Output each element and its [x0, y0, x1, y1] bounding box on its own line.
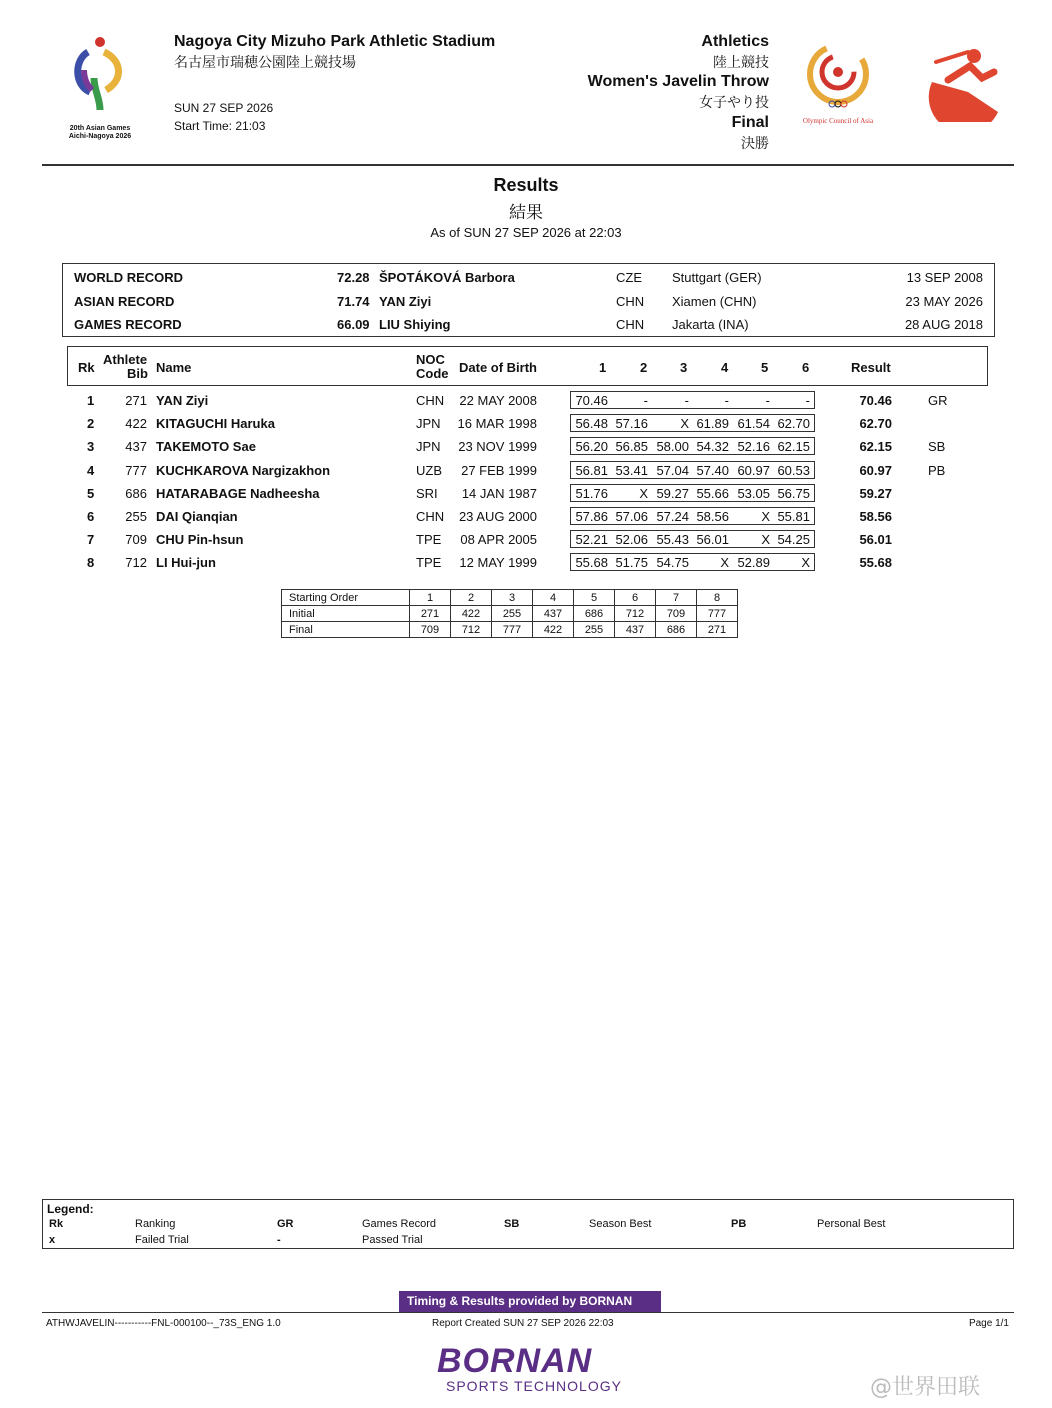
noc-code: JPN [416, 416, 441, 432]
col-trial-6: 6 [802, 360, 810, 375]
table-row [0, 416, 1052, 439]
starting-order-row-final [282, 622, 738, 638]
record-note: GR [928, 393, 948, 408]
result-mark: 59.27 [859, 485, 892, 501]
col-dob: Date of Birth [459, 360, 537, 375]
result-mark: 70.46 [859, 393, 892, 408]
trial-1: 57.86 [575, 509, 608, 524]
starting-order-cell: 2 [451, 590, 492, 606]
bib: 271 [125, 393, 147, 408]
records-box [62, 263, 995, 337]
starting-order-cell: 7 [656, 590, 697, 606]
result-mark: 55.68 [859, 555, 892, 571]
legend-code-gr: GR [277, 1218, 294, 1230]
bib: 422 [125, 416, 147, 432]
footer-divider [42, 1312, 1014, 1313]
trial-1: 51.76 [575, 485, 608, 501]
starting-order-row-header [282, 590, 738, 606]
rank: 7 [87, 532, 95, 548]
bib: 437 [125, 439, 147, 455]
results-table-body [0, 393, 1052, 578]
trial-1: 70.46 [575, 393, 608, 408]
starting-order-cell: 709 [410, 622, 451, 638]
legend-box [42, 1199, 1014, 1249]
table-row [0, 532, 1052, 555]
rank: 6 [87, 509, 95, 524]
record-type: ASIAN RECORD [74, 293, 175, 309]
date-of-birth: 08 APR 2005 [460, 532, 537, 548]
col-rk: Rk [78, 360, 95, 375]
event-name-jp: 女子やり投 [699, 95, 769, 111]
record-holder: LIU Shiying [379, 317, 451, 332]
starting-order-cell: 5 [574, 590, 615, 606]
trial-5: X [761, 509, 770, 524]
trial-2: 57.06 [615, 509, 648, 524]
asian-games-logo-text: 20th Asian Games Aichi-Nagoya 2026 [68, 125, 132, 140]
legend-title: Legend: [47, 1202, 94, 1216]
legend-desc-gr: Games Record [362, 1218, 436, 1230]
trial-6: 54.25 [777, 532, 810, 548]
record-holder: ŠPOTÁKOVÁ Barbora [379, 270, 515, 285]
header-divider [42, 164, 1014, 166]
noc-code: CHN [416, 509, 445, 524]
trial-4: 54.32 [696, 439, 729, 455]
noc-code: CHN [416, 393, 445, 408]
date-of-birth: 16 MAR 1998 [457, 416, 537, 432]
starting-order-cell: 1 [410, 590, 451, 606]
legend-code-sb: SB [504, 1218, 520, 1230]
trial-3: 57.24 [656, 509, 689, 524]
trial-5: 52.89 [737, 555, 770, 571]
trial-2: X [639, 485, 648, 501]
athlete-name: LI Hui-jun [156, 555, 216, 571]
starting-order-cell: 255 [492, 606, 533, 622]
starting-order-table [281, 589, 738, 638]
venue-name: Nagoya City Mizuho Park Athletic Stadium [174, 33, 496, 50]
starting-order-cell: 777 [697, 606, 738, 622]
record-type: GAMES RECORD [74, 317, 182, 332]
result-mark: 62.15 [859, 439, 892, 455]
starting-order-cell: 709 [656, 606, 697, 622]
trial-2: 56.85 [615, 439, 648, 455]
date-of-birth: 27 FEB 1999 [461, 462, 537, 478]
trial-5: X [761, 532, 770, 548]
watermark: @世界田联 [870, 1375, 981, 1400]
asian-games-logo [60, 30, 140, 140]
col-noc-line2: Code [416, 366, 449, 381]
legend-desc-rk: Ranking [135, 1218, 176, 1230]
trial-3: X [680, 416, 689, 432]
trial-5: 60.97 [737, 462, 770, 478]
noc-code: TPE [416, 555, 442, 571]
result-mark: 58.56 [859, 509, 892, 524]
javelin-pictogram-icon [928, 42, 1002, 122]
starting-order-label: Initial [282, 606, 410, 622]
results-title: Results [493, 175, 559, 195]
starting-order-cell: 686 [656, 622, 697, 638]
trial-4: - [724, 393, 729, 408]
trial-5: 52.16 [737, 439, 770, 455]
rank: 1 [87, 393, 95, 408]
trial-2: 53.41 [615, 462, 648, 478]
col-noc-line1: NOC [416, 352, 445, 367]
starting-order-cell: 712 [615, 606, 656, 622]
sport-name: Athletics [701, 33, 769, 50]
table-row [0, 555, 1052, 578]
trial-1: 56.81 [575, 462, 608, 478]
record-note: SB [928, 439, 946, 455]
athlete-name: DAI Qianqian [156, 509, 238, 524]
col-trial-1: 1 [599, 360, 607, 375]
col-name: Name [156, 360, 192, 375]
starting-order-cell: 6 [615, 590, 656, 606]
starting-order-cell: 255 [574, 622, 615, 638]
athlete-name: KITAGUCHI Haruka [156, 416, 275, 432]
record-mark: 72.28 [337, 270, 370, 285]
record-mark: 71.74 [337, 293, 370, 309]
starting-order-cell: 712 [451, 622, 492, 638]
phase-name: Final [731, 114, 769, 131]
starting-order-cell: 271 [697, 622, 738, 638]
start-time: Start Time: 21:03 [174, 119, 266, 133]
legend-desc-x: Failed Trial [135, 1234, 189, 1246]
table-row [0, 486, 1052, 509]
record-date: 13 SEP 2008 [906, 270, 983, 285]
legend-code-x: x [49, 1234, 56, 1246]
report-created: Report Created SUN 27 SEP 2026 22:03 [432, 1318, 614, 1329]
record-holder: YAN Ziyi [379, 293, 432, 309]
trial-3: 54.75 [656, 555, 689, 571]
record-date: 28 AUG 2018 [904, 317, 983, 332]
bornan-logo: BORNAN [437, 1342, 593, 1380]
starting-order-cell: 437 [615, 622, 656, 638]
record-place: Jakarta (INA) [672, 317, 749, 332]
date-of-birth: 12 MAY 1999 [459, 555, 537, 571]
legend-code-pb: PB [731, 1218, 747, 1230]
starting-order-cell: 437 [533, 606, 574, 622]
athlete-name: TAKEMOTO Sae [156, 439, 256, 455]
record-place: Xiamen (CHN) [672, 293, 757, 309]
starting-order-cell: 777 [492, 622, 533, 638]
legend-code-dash: - [277, 1234, 281, 1246]
table-row [0, 509, 1052, 532]
starting-order-cell: 3 [492, 590, 533, 606]
starting-order-label: Final [282, 622, 410, 638]
record-row [63, 317, 994, 335]
report-code: ATHWJAVELIN-----------FNL-000100--_73S_ENG 1.0 [46, 1318, 281, 1329]
result-mark: 60.97 [859, 462, 892, 478]
record-place: Stuttgart (GER) [672, 270, 762, 285]
col-trial-2: 2 [640, 360, 648, 375]
trial-3: 57.04 [656, 462, 689, 478]
record-type: WORLD RECORD [74, 270, 184, 285]
trial-1: 52.21 [575, 532, 608, 548]
legend-desc-pb: Personal Best [817, 1218, 886, 1230]
trial-5: 53.05 [737, 485, 770, 501]
athlete-name: KUCHKAROVA Nargizakhon [156, 462, 331, 478]
result-mark: 56.01 [859, 532, 892, 548]
starting-order-row-initial [282, 606, 738, 622]
phase-name-jp: 決勝 [741, 136, 769, 152]
trial-2: 51.75 [615, 555, 648, 571]
trial-4: 61.89 [696, 416, 729, 432]
noc-code: SRI [416, 485, 438, 501]
record-noc: CHN [616, 293, 645, 309]
bib: 712 [125, 555, 147, 571]
trial-6: 62.70 [777, 416, 810, 432]
trial-6: - [805, 393, 810, 408]
trial-1: 56.48 [575, 416, 608, 432]
bib: 686 [125, 485, 147, 501]
date-of-birth: 23 AUG 2000 [458, 509, 537, 524]
trial-6: X [801, 555, 810, 571]
starting-order-cell: 8 [697, 590, 738, 606]
starting-order-cell: 686 [574, 606, 615, 622]
col-bib-line1: Athlete [103, 352, 148, 367]
trial-6: 60.53 [777, 462, 810, 478]
result-mark: 62.70 [859, 416, 892, 432]
trial-1: 55.68 [575, 555, 608, 571]
trial-6: 62.15 [777, 439, 810, 455]
record-date: 23 MAY 2026 [905, 293, 983, 309]
trial-5: 61.54 [737, 416, 770, 432]
trial-3: - [684, 393, 689, 408]
starting-order-cell: 422 [533, 622, 574, 638]
col-result: Result [851, 360, 891, 375]
record-noc: CHN [616, 317, 645, 332]
trial-5: - [765, 393, 770, 408]
trial-3: 58.00 [656, 439, 689, 455]
trial-2: - [643, 393, 648, 408]
table-row [0, 393, 1052, 416]
athlete-name: CHU Pin-hsun [156, 532, 244, 548]
venue-name-jp: 名古屋市瑞穂公園陸上競技場 [174, 55, 356, 71]
date-of-birth: 22 MAY 2008 [459, 393, 537, 408]
trial-4: 56.01 [696, 532, 729, 548]
trial-6: 55.81 [777, 509, 810, 524]
record-note: PB [928, 462, 946, 478]
athlete-name: HATARABAGE Nadheesha [156, 485, 320, 501]
col-bib-line2: Bib [127, 366, 148, 381]
oca-logo-text: Olympic Council of Asia [802, 117, 874, 125]
rank: 5 [87, 485, 95, 501]
event-name: Women's Javelin Throw [587, 73, 769, 90]
trial-4: X [720, 555, 729, 571]
starting-order-cell: 422 [451, 606, 492, 622]
bornan-logo-subtitle: SPORTS TECHNOLOGY [446, 1378, 622, 1394]
record-row [63, 270, 994, 288]
rank: 4 [87, 462, 95, 478]
table-row [0, 463, 1052, 486]
trial-3: 55.43 [656, 532, 689, 548]
results-title-jp: 結果 [509, 203, 543, 223]
trial-3: 59.27 [656, 485, 689, 501]
legend-desc-dash: Passed Trial [362, 1234, 423, 1246]
noc-code: UZB [416, 462, 442, 478]
legend-code-rk: Rk [49, 1218, 64, 1230]
noc-code: TPE [416, 532, 442, 548]
trial-6: 56.75 [777, 485, 810, 501]
sport-name-jp: 陸上競技 [713, 55, 769, 71]
rank: 2 [87, 416, 95, 432]
starting-order-label: Starting Order [282, 590, 410, 606]
col-trial-3: 3 [680, 360, 688, 375]
col-trial-5: 5 [761, 360, 769, 375]
col-trial-4: 4 [721, 360, 729, 375]
table-row [0, 439, 1052, 462]
trial-4: 55.66 [696, 485, 729, 501]
bib: 255 [125, 509, 147, 524]
rank: 8 [87, 555, 95, 571]
record-row [63, 294, 994, 312]
bib: 709 [125, 532, 147, 548]
page-number: Page 1/1 [968, 1318, 1009, 1329]
athlete-name: YAN Ziyi [156, 393, 209, 408]
trial-2: 57.16 [615, 416, 648, 432]
as-of-timestamp: As of SUN 27 SEP 2026 at 22:03 [430, 225, 622, 240]
starting-order-cell: 4 [533, 590, 574, 606]
trial-1: 56.20 [575, 439, 608, 455]
legend-desc-sb: Season Best [589, 1218, 652, 1230]
starting-order-cell: 271 [410, 606, 451, 622]
noc-code: JPN [416, 439, 441, 455]
results-column-headers [67, 346, 988, 386]
date-of-birth: 14 JAN 1987 [461, 485, 537, 501]
bib: 777 [125, 462, 147, 478]
record-noc: CZE [616, 270, 642, 285]
timing-provider-banner: Timing & Results provided by BORNAN [399, 1291, 661, 1312]
record-mark: 66.09 [337, 317, 370, 332]
trial-4: 57.40 [696, 462, 729, 478]
rank: 3 [87, 439, 95, 455]
event-date: SUN 27 SEP 2026 [174, 101, 274, 115]
date-of-birth: 23 NOV 1999 [458, 439, 537, 455]
trial-4: 58.56 [696, 509, 729, 524]
trial-2: 52.06 [615, 532, 648, 548]
oca-logo [796, 38, 880, 130]
